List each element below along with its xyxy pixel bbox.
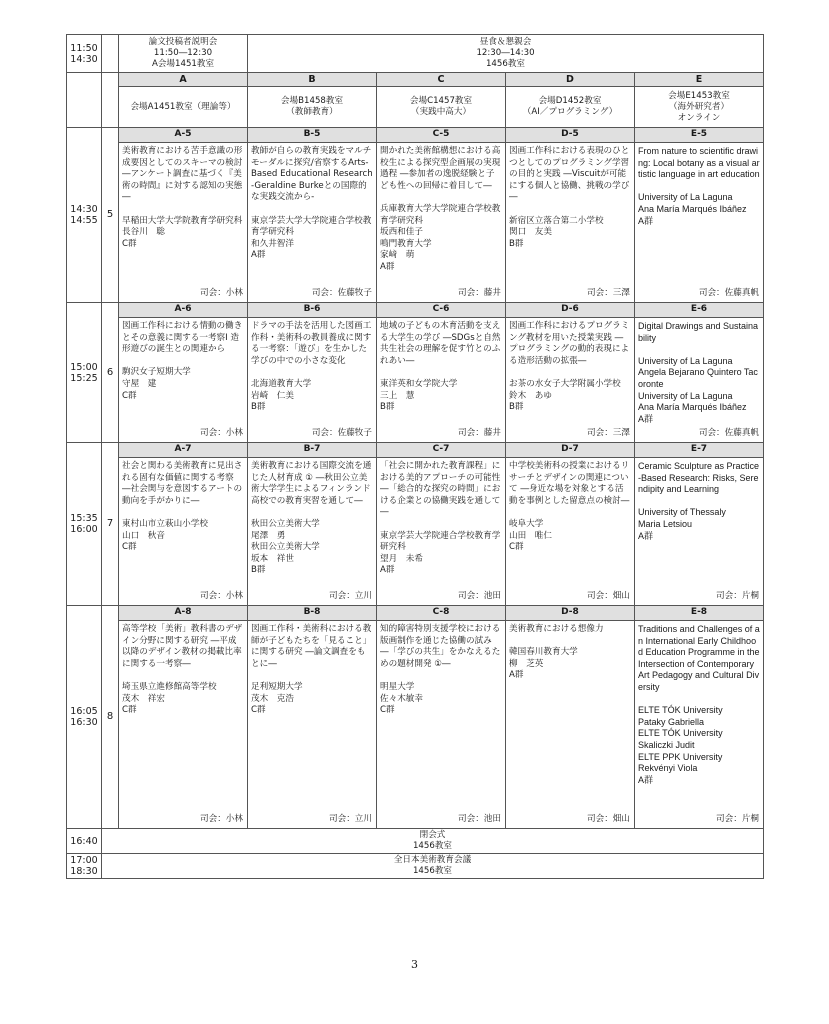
presentation-code: C-5 xyxy=(377,128,506,143)
moderator: 司会：池田 xyxy=(458,591,501,602)
moderator: 司会：片桐 xyxy=(716,591,760,602)
column-letter: A xyxy=(119,73,248,87)
presentation-text: Traditions and Challenges of an International Early Childhood Education Programme in the Intersection of Contemporary Art Pedagogy and Cultural Diversity ELTE TÓK University Pataky Gabriella ELTE TÓK University Skaliczki Judit ELTE PPK University Rekvényi Viola A群 xyxy=(638,624,760,785)
session-code-row xyxy=(67,128,764,143)
presentation-code: D-5 xyxy=(506,128,635,143)
time-cell: 17:00 18:30 xyxy=(67,854,102,879)
presentation-code: E-7 xyxy=(635,443,764,458)
presentation-cell xyxy=(635,143,764,303)
presentation-text: 美術教育における想像力 韓国春川教育大学 柳 芝英 A群 xyxy=(509,624,604,681)
presentation-cell xyxy=(635,621,764,829)
moderator: 司会：三澤 xyxy=(587,288,630,299)
presentation-code: B-6 xyxy=(248,303,377,318)
presentation-code: D-8 xyxy=(506,606,635,621)
presentation-cell xyxy=(119,458,248,606)
moderator: 司会：片桐 xyxy=(716,814,760,825)
moderator: 司会：藤井 xyxy=(458,428,501,439)
venue-label: 会場E1453教室 （海外研究者） オンライン xyxy=(635,87,764,128)
presentation-cell xyxy=(377,621,506,829)
time-cell: 15:00 15:25 xyxy=(67,303,102,443)
presentation-code: C-7 xyxy=(377,443,506,458)
venue-row xyxy=(67,87,764,128)
session-number: 7 xyxy=(102,443,119,606)
presentation-code: A-5 xyxy=(119,128,248,143)
moderator: 司会：小林 xyxy=(200,288,243,299)
presentation-cell xyxy=(119,621,248,829)
assembly-row xyxy=(67,854,764,879)
presentation-code: B-5 xyxy=(248,128,377,143)
venue-label: 会場D1452教室 （AI／プログラミング） xyxy=(506,87,635,128)
opening-row xyxy=(67,35,764,73)
venue-label: 会場C1457教室 （実践中高大） xyxy=(377,87,506,128)
session-code-row xyxy=(67,606,764,621)
moderator: 司会：佐藤真帆 xyxy=(698,428,760,439)
presentation-code: E-6 xyxy=(635,303,764,318)
moderator: 司会：小林 xyxy=(200,814,243,825)
session-code-row xyxy=(67,443,764,458)
moderator: 司会：佐藤真帆 xyxy=(698,288,760,299)
presentation-text: 開かれた美術館構想における高校生による探究型企画展の実現過程 ―参加者の逸脱経験と子ども性への回帰に着目して― 兵庫教育大学大学院連合学校教育学研究科 坂西和佳子 鳴門教育大学 家﨑 萌 A群 xyxy=(380,146,501,272)
presentation-text: 社会と関わる美術教育に見出される固有な価値に関する考察 ―社会関与を意図するアートの動向を手がかりに― 東村山市立萩山小学校 山口 秋音 C群 xyxy=(122,461,243,553)
presentation-code: A-8 xyxy=(119,606,248,621)
session-row xyxy=(67,621,764,829)
presentation-cell xyxy=(119,143,248,303)
presentation-cell xyxy=(377,318,506,443)
presentation-cell xyxy=(248,143,377,303)
moderator: 司会：立川 xyxy=(329,591,372,602)
presentation-code: E-8 xyxy=(635,606,764,621)
presentation-text: 知的障害特別支援学校における版画制作を通じた協働の試み ―「学びの共生」をかなえるための題材開発 ①― 明星大学 佐々木敏幸 C群 xyxy=(380,624,501,716)
column-letter: C xyxy=(377,73,506,87)
moderator: 司会：小林 xyxy=(200,591,243,602)
column-letter-row xyxy=(67,73,764,87)
session-code-row xyxy=(67,303,764,318)
moderator: 司会：佐藤牧子 xyxy=(311,288,372,299)
presentation-code: D-7 xyxy=(506,443,635,458)
presentation-code: A-6 xyxy=(119,303,248,318)
presentation-cell xyxy=(248,458,377,606)
presentation-cell xyxy=(248,318,377,443)
moderator: 司会：三澤 xyxy=(587,428,630,439)
presentation-cell xyxy=(377,143,506,303)
moderator: 司会：小林 xyxy=(200,428,243,439)
session-row xyxy=(67,458,764,606)
session-row xyxy=(67,143,764,303)
presentation-code: C-6 xyxy=(377,303,506,318)
presentation-text: 図画工作科における表現のひとつとしてのプログラミング学習の目的と実践 ―Viscuitが可能にする個人と協働、挑戦の学び― 新宿区立落合第二小学校 関口 友美 B群 xyxy=(509,146,630,249)
presentation-text: 美術教育における苦手意識の形成要因としてのスキーマの検討 ―アンケート調査に基づく『美術の時間』に対する認知の実態― 早稲田大学大学院教育学研究科 長谷川 聡 C群 xyxy=(122,146,243,249)
presentation-cell xyxy=(506,458,635,606)
presentation-code: B-8 xyxy=(248,606,377,621)
moderator: 司会：池田 xyxy=(458,814,501,825)
presentation-cell xyxy=(635,458,764,606)
page-number: 3 xyxy=(411,958,418,971)
column-letter: E xyxy=(635,73,764,87)
presentation-text: 図画工作科におけるプログラミング教材を用いた授業実践 ―プログラミングの動的表現による造形活動の拡張― お茶の水女子大学附属小学校 鈴木 あゆ B群 xyxy=(509,321,630,413)
presentation-text: 高等学校「美術」教科書のデザイン分野に関する研究 ―平成以降のデザイン教材の掲載比率に関する一考察― 埼玉県立進修館高等学校 茂木 祥宏 C群 xyxy=(122,624,243,716)
presentation-cell xyxy=(506,318,635,443)
session-number: 8 xyxy=(102,606,119,829)
presentation-code: A-7 xyxy=(119,443,248,458)
presentation-text: 中学校美術科の授業におけるリサーチとデザインの関連について ―身近な場を対象とする活動を事例とした留意点の検討― 岐阜大学 山田 唯仁 C群 xyxy=(509,461,630,553)
presentation-text: 美術教育における国際交流を通じた人材育成 ① ―秋田公立美術大学学生によるフィンランド高校での教育実習を通して― 秋田公立美術大学 尾澤 勇 秋田公立美術大学 坂本 祥世 B群 xyxy=(251,461,372,576)
time-cell: 16:05 16:30 xyxy=(67,606,102,829)
presentation-code: D-6 xyxy=(506,303,635,318)
presentation-text: 図画工作科・美術科における教師が子どもたちを「見ること」に関する研究 ―論文調査をもとに― 足利短期大学 茂木 克浩 C群 xyxy=(251,624,372,716)
presentation-cell xyxy=(248,621,377,829)
presentation-cell xyxy=(635,318,764,443)
presentation-text: From nature to scientific drawing: Local botany as a visual artistic language in art education University of La Laguna Ana María Marqués Ibáñez A群 xyxy=(638,146,760,226)
time-cell: 15:35 16:00 xyxy=(67,443,102,606)
assembly-meeting: 全日本美術教育会議 1456教室 xyxy=(102,854,764,879)
session-number: 6 xyxy=(102,303,119,443)
presentation-code: C-8 xyxy=(377,606,506,621)
presentation-text: 「社会に開かれた教育課程」における美的アプローチの可能性 ―「総合的な探究の時間」における企業との協働実践を通して― 東京学芸大学院連合学校教育学研究科 望月 未希 A群 xyxy=(380,461,501,576)
moderator: 司会：畑山 xyxy=(587,591,630,602)
session-row xyxy=(67,318,764,443)
presentation-cell xyxy=(377,458,506,606)
lunch-reception: 昼食＆懇親会 12:30―14:30 1456教室 xyxy=(248,35,764,73)
moderator: 司会：藤井 xyxy=(458,288,501,299)
briefing-session: 論文投稿者説明会 11:50―12:30 A会場1451教室 xyxy=(119,35,248,73)
presentation-text: ドラマの手法を活用した図画工作科・美術科の教員養成に関する一考察：「遊び」を生かした学びの中での小さな変化 北海道教育大学 岩崎 仁美 B群 xyxy=(251,321,372,413)
presentation-cell xyxy=(119,318,248,443)
moderator: 司会：佐藤牧子 xyxy=(311,428,372,439)
presentation-cell xyxy=(506,621,635,829)
column-letter: D xyxy=(506,73,635,87)
time-cell: 11:50 14:30 xyxy=(67,35,102,73)
moderator: 司会：立川 xyxy=(329,814,372,825)
moderator: 司会：畑山 xyxy=(587,814,630,825)
time-cell: 14:30 14:55 xyxy=(67,128,102,303)
presentation-code: E-5 xyxy=(635,128,764,143)
presentation-code: B-7 xyxy=(248,443,377,458)
column-letter: B xyxy=(248,73,377,87)
venue-label: 会場A1451教室（理論等） xyxy=(119,87,248,128)
presentation-text: 教師が自らの教育実践をマルチモーダルに探究/省察するArts-Based Educational Research -Geraldine Burkeとの国際的な実践交流から- 東京学芸大学大学院連合学校教育学研究科 和久井智洋 A群 xyxy=(251,146,373,261)
presentation-text: Ceramic Sculpture as Practice-Based Research: Risks, Serendipity and Learning University of Thessaly Maria Letsiou A群 xyxy=(638,461,760,541)
session-number: 5 xyxy=(102,128,119,303)
presentation-text: 図画工作科における情動の働きとその意義に関する一考察Ⅰ 造形遊びの誕生との関連から 駒沢女子短期大学 守屋 建 C群 xyxy=(122,321,243,401)
presentation-text: 地域の子どもの木育活動を支える大学生の学び ―SDGsと自然共生社会の理解を促す竹とのふれあい― 東洋英和女学院大学 三上 慧 B群 xyxy=(380,321,501,413)
time-cell: 16:40 xyxy=(67,829,102,854)
venue-label: 会場B1458教室 （教師教育） xyxy=(248,87,377,128)
closing-ceremony: 閉会式 1456教室 xyxy=(102,829,764,854)
closing-row xyxy=(67,829,764,854)
schedule-table xyxy=(66,34,764,879)
presentation-text: Digital Drawings and Sustainability University of La Laguna Angela Bejarano Quintero Tacoronte University of La Laguna Ana María Marqués Ibáñez A群 xyxy=(638,321,759,424)
presentation-cell xyxy=(506,143,635,303)
